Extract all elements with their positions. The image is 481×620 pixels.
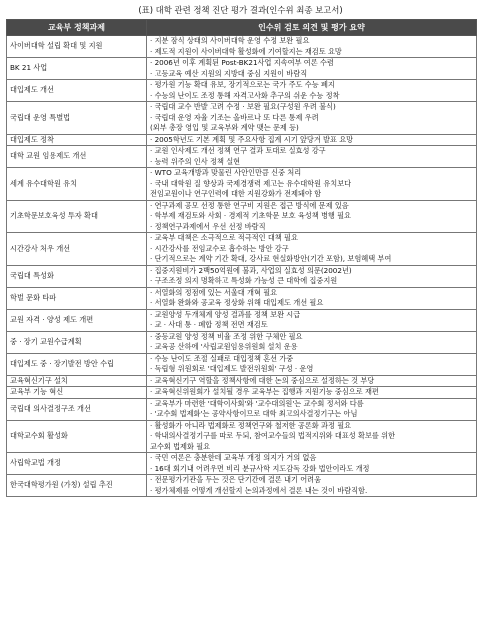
policy-topic-cell: 대학 교원 임용제도 개선	[7, 146, 147, 168]
review-line: · 16대 회기내 어려우면 비리 분규사학 지도감독 강화 법안이라도 개정	[150, 463, 370, 473]
review-line: · 연구과제 공모 선정 통한 연구비 지원은 접근 방식에 문제 있음	[150, 200, 349, 210]
review-line: · 국립대 교수 반발 고려 수정 · 보완 필요(구성원 우려 불식)	[150, 102, 336, 111]
review-line: · 서열화 완화와 공교육 정상화 위해 대입제도 개선 필요	[150, 298, 324, 307]
review-line: · 수능의 난이도 조정 통해 자격고사화 추구의 쉬운 수능 정착	[150, 90, 340, 100]
review-line: · 수능 난이도 조절 실패로 대입정책 혼선 가중	[150, 353, 294, 363]
review-line: · 활성화가 아니라 법제화로 정책연구와 철저한 공론화 과정 필요	[150, 420, 352, 430]
review-summary-cell	[147, 58, 477, 80]
policy-evaluation-table	[6, 19, 477, 497]
table-row	[7, 58, 477, 80]
policy-topic-cell: 중 · 장기 교원수급계획	[7, 331, 147, 353]
review-line: · 집중지원비가 2백50억원에 불과, 사업의 실효성 의문(2002년)	[150, 265, 352, 275]
review-line: · 학부제 재검토와 사회 · 경제적 기초학문 보호 육성책 병행 필요	[150, 211, 351, 220]
table-row	[7, 102, 477, 135]
policy-topic-cell: 대입제도 개선	[7, 80, 147, 102]
review-line: · 독립형 위원회로 '대입제도 발전위원회' 구성 · 운영	[150, 364, 314, 373]
review-line: 전임교원이나 연구인력에 대한 지원강화가 전제돼야 함	[150, 189, 322, 198]
table-row	[7, 331, 477, 353]
policy-topic-cell: BK 21 사업	[7, 58, 147, 80]
review-line: · 학내의사결정기구를 따로 두되, 참여교수들의 법적지위와 대표성 확보를 위한	[150, 431, 396, 440]
table-body	[7, 36, 477, 497]
review-line: · 평가원 기능 확대 유보, 장기적으로는 국가 주도 수능 폐지	[150, 80, 335, 89]
policy-topic-cell: 세계 유수대학원 유치	[7, 168, 147, 201]
table-row	[7, 200, 477, 233]
review-line: · 교 · 사대 통 · 폐합 정책 전면 재검토	[150, 320, 268, 329]
review-summary-cell	[147, 102, 477, 135]
review-line: · 제도적 지원이 사이버대학 활성화에 기여할지는 재검토 요망	[150, 46, 342, 56]
review-summary-cell	[147, 475, 477, 497]
header-policy: 교육부 정책과제	[7, 20, 147, 36]
policy-topic-cell: 사립학교법 개정	[7, 453, 147, 475]
header-review: 인수위 검토 의견 및 평가 요약	[147, 20, 477, 36]
review-summary-cell	[147, 287, 477, 309]
policy-topic-cell: 대입제도 정착	[7, 134, 147, 146]
table-row	[7, 80, 477, 102]
review-line: · 서열화의 정점에 있는 서울대 개혁 필요	[150, 287, 278, 297]
review-line: · 능력 위주의 인사 정책 실현	[150, 156, 241, 166]
review-summary-cell	[147, 36, 477, 58]
review-summary-cell	[147, 168, 477, 201]
table-row	[7, 375, 477, 387]
review-summary-cell	[147, 331, 477, 353]
review-line: (외부 총장 영입 및 교육부와 계약 맺는 문제 등)	[150, 123, 299, 132]
review-line: · 교원 인사제도 개선 정책 연구 결과 토대로 실효성 강구	[150, 146, 326, 155]
table-row	[7, 453, 477, 475]
review-line: · 단기적으로는 계약 기간 확대, 강사료 현실화방안(기간 포함), 보험혜택 부여	[150, 254, 392, 263]
review-line: · 평가체제를 어떻게 개선할지 논의과정에서 결론 내는 것이 바람직함.	[150, 485, 368, 495]
review-line: · 지분 잠식 상태의 사이버대학 운영 수정 보완 필요	[150, 36, 310, 45]
review-line: · 국민 여론은 충분한데 교육부 개정 의지가 거의 없음	[150, 453, 317, 462]
table-row	[7, 387, 477, 399]
policy-topic-cell: 기초학문보호육성 투자 확대	[7, 200, 147, 233]
policy-topic-cell: 교원 자격 · 양성 제도 개편	[7, 309, 147, 331]
table-row	[7, 265, 477, 287]
review-summary-cell	[147, 265, 477, 287]
review-summary-cell	[147, 353, 477, 375]
policy-topic-cell: 국립대 의사결정구조 개선	[7, 398, 147, 420]
table-row	[7, 353, 477, 375]
review-line: · WTO 교육개방과 맞물린 사안인만큼 신중 처리	[150, 168, 302, 177]
policy-topic-cell: 대학교수회 활성화	[7, 420, 147, 453]
review-line: · 정책연구과제에서 우선 선정 바람직	[150, 221, 266, 231]
table-row	[7, 168, 477, 201]
policy-topic-cell: 교육혁신기구 설치	[7, 375, 147, 387]
table-header-row	[7, 20, 477, 36]
table-row	[7, 420, 477, 453]
review-summary-cell	[147, 200, 477, 233]
review-line: · 구조조정 의지 명확하고 특성화 가능성 큰 대학에 집중지원	[150, 276, 338, 285]
policy-topic-cell: 사이버대학 설립 확대 및 지원	[7, 36, 147, 58]
policy-topic-cell: 학벌 문화 타파	[7, 287, 147, 309]
policy-topic-cell: 한국대학평가원 (가칭) 설립 추진	[7, 475, 147, 497]
table-row	[7, 36, 477, 58]
review-summary-cell	[147, 387, 477, 399]
review-line: · '교수회 법제화'는 공약사항이므로 대학 최고의사결정기구는 아님	[150, 409, 358, 418]
review-summary-cell	[147, 80, 477, 102]
review-summary-cell	[147, 375, 477, 387]
review-summary-cell	[147, 233, 477, 266]
policy-topic-cell: 국립대 운영 특별법	[7, 102, 147, 135]
policy-topic-cell: 시간강사 처우 개선	[7, 233, 147, 266]
review-line: · 교육부가 마련한 '대학이사회'와 '교수대의원'는 교수회 정서와 다름	[150, 398, 364, 408]
review-line: · 교육부 대책은 소극적으로 적극적인 대책 필요	[150, 233, 298, 242]
policy-topic-cell: 대입제도 중 · 장기발전 방안 수립	[7, 353, 147, 375]
review-line: · 고등교육 예산 지원의 지방대 중심 지원이 바람직	[150, 68, 308, 78]
review-summary-cell	[147, 453, 477, 475]
table-row	[7, 398, 477, 420]
review-line: · 2005학년도 기본 계획 및 주요사항 집계 시기 앞당겨 발표 요망	[150, 134, 354, 144]
table-row	[7, 309, 477, 331]
review-summary-cell	[147, 146, 477, 168]
table-row	[7, 146, 477, 168]
review-line: · 교원양성 두개체계 양성 결과를 정책 보완 시급	[150, 309, 301, 319]
policy-topic-cell: 교육부 기능 혁신	[7, 387, 147, 399]
table-row	[7, 134, 477, 146]
review-line: · 국내 대학원 질 향상과 국제경쟁력 제고는 유수대학원 유치보다	[150, 178, 352, 188]
review-line: · 시간강사를 전임교수로 흡수하는 방안 강구	[150, 243, 289, 253]
review-line: · 중등교원 양성 정책 비율 조정 위한 구체안 필요	[150, 331, 303, 341]
policy-topic-cell: 국립대 특성화	[7, 265, 147, 287]
review-line: 교수회 법제화 필요	[150, 441, 211, 451]
review-line: · 교육혁신기구 역할을 정책사항에 대한 논의 중심으로 설정하는 것 부당	[150, 375, 375, 385]
review-summary-cell	[147, 309, 477, 331]
table-caption: (표) 대학 관련 정책 진단 평가 결과(인수위 최종 보고서)	[138, 5, 343, 15]
review-summary-cell	[147, 398, 477, 420]
review-line: · 교육공 산하에 '사립교원임용위원회 설치 운용	[150, 342, 298, 351]
review-summary-cell	[147, 420, 477, 453]
review-line: · 전문평가기관을 두는 것은 단기간에 결론 내기 어려움	[150, 475, 322, 484]
table-row	[7, 287, 477, 309]
review-line: · 2006년 이후 계획된 Post-BK21사업 지속여부 여론 수렴	[150, 58, 334, 67]
table-row	[7, 233, 477, 266]
review-line: · 국립대 운영 자율 기조는 올바르나 또 다른 통제 우려	[150, 112, 319, 122]
review-line: · 교육혁신위원회가 설치될 경우 교육부는 집행과 지원기능 중심으로 재편	[150, 387, 379, 396]
review-summary-cell	[147, 134, 477, 146]
table-row	[7, 475, 477, 497]
